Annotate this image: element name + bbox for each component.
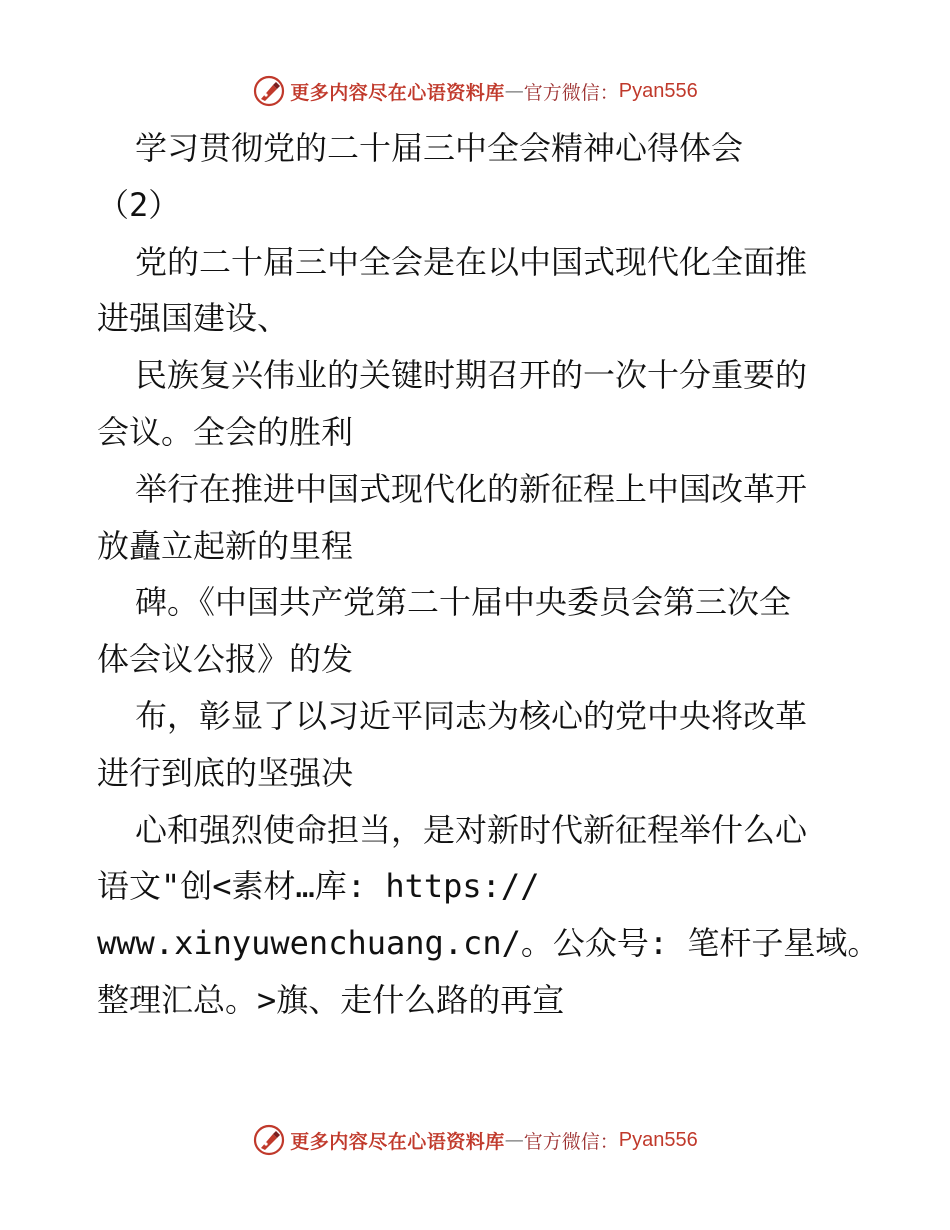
paragraph-line: 进强国建设、	[97, 299, 290, 338]
paragraph-line: 碑。《中国共产党第二十届中央委员会第三次全	[135, 583, 792, 622]
paragraph-line: 整理汇总。>旗、走什么路的再宣	[97, 980, 565, 1019]
banner-wechat-id: Pyan556	[618, 1128, 698, 1151]
paragraph-line: 民族复兴伟业的关键时期召开的一次十分重要的	[135, 356, 808, 395]
banner-wechat-label: 官方微信：	[523, 81, 619, 104]
paragraph-line: 会议。全会的胜利	[97, 412, 354, 451]
paragraph-line: 体会议公报》的发	[97, 640, 354, 679]
banner-separator: —	[504, 1129, 524, 1151]
document-body	[97, 120, 897, 1029]
paragraph-line: 布，彰显了以习近平同志为核心的党中央将改革	[135, 696, 808, 735]
banner-wechat-id: Pyan556	[618, 79, 698, 102]
pen-nib-logo-icon	[252, 1123, 286, 1157]
footer-watermark-banner	[0, 1120, 950, 1160]
banner-library-text: 更多内容尽在心语资料库	[290, 81, 505, 104]
paragraph-line: 进行到底的坚强决	[97, 753, 354, 792]
paragraph-line: 举行在推进中国式现代化的新征程上中国改革开	[135, 469, 808, 508]
paragraph-line: www.xinyuwenchuang.cn/。公众号: 笔杆子星域。	[97, 924, 880, 963]
pen-nib-logo-icon	[252, 74, 286, 108]
paragraph-line: 放矗立起新的里程	[97, 526, 354, 565]
header-watermark-banner	[0, 71, 950, 111]
banner-wechat-label: 官方微信：	[523, 1130, 619, 1153]
paragraph-line: 语文"创<素材…库: https://	[97, 867, 540, 906]
document-title: 学习贯彻党的二十届三中全会精神心得体会	[135, 129, 744, 167]
banner-separator: —	[504, 80, 524, 102]
document-title-suffix: （2）	[97, 185, 181, 224]
paragraph-line: 党的二十届三中全会是在以中国式现代化全面推	[135, 242, 808, 281]
paragraph-line: 心和强烈使命担当，是对新时代新征程举什么心	[135, 810, 808, 849]
banner-library-text: 更多内容尽在心语资料库	[290, 1130, 505, 1153]
